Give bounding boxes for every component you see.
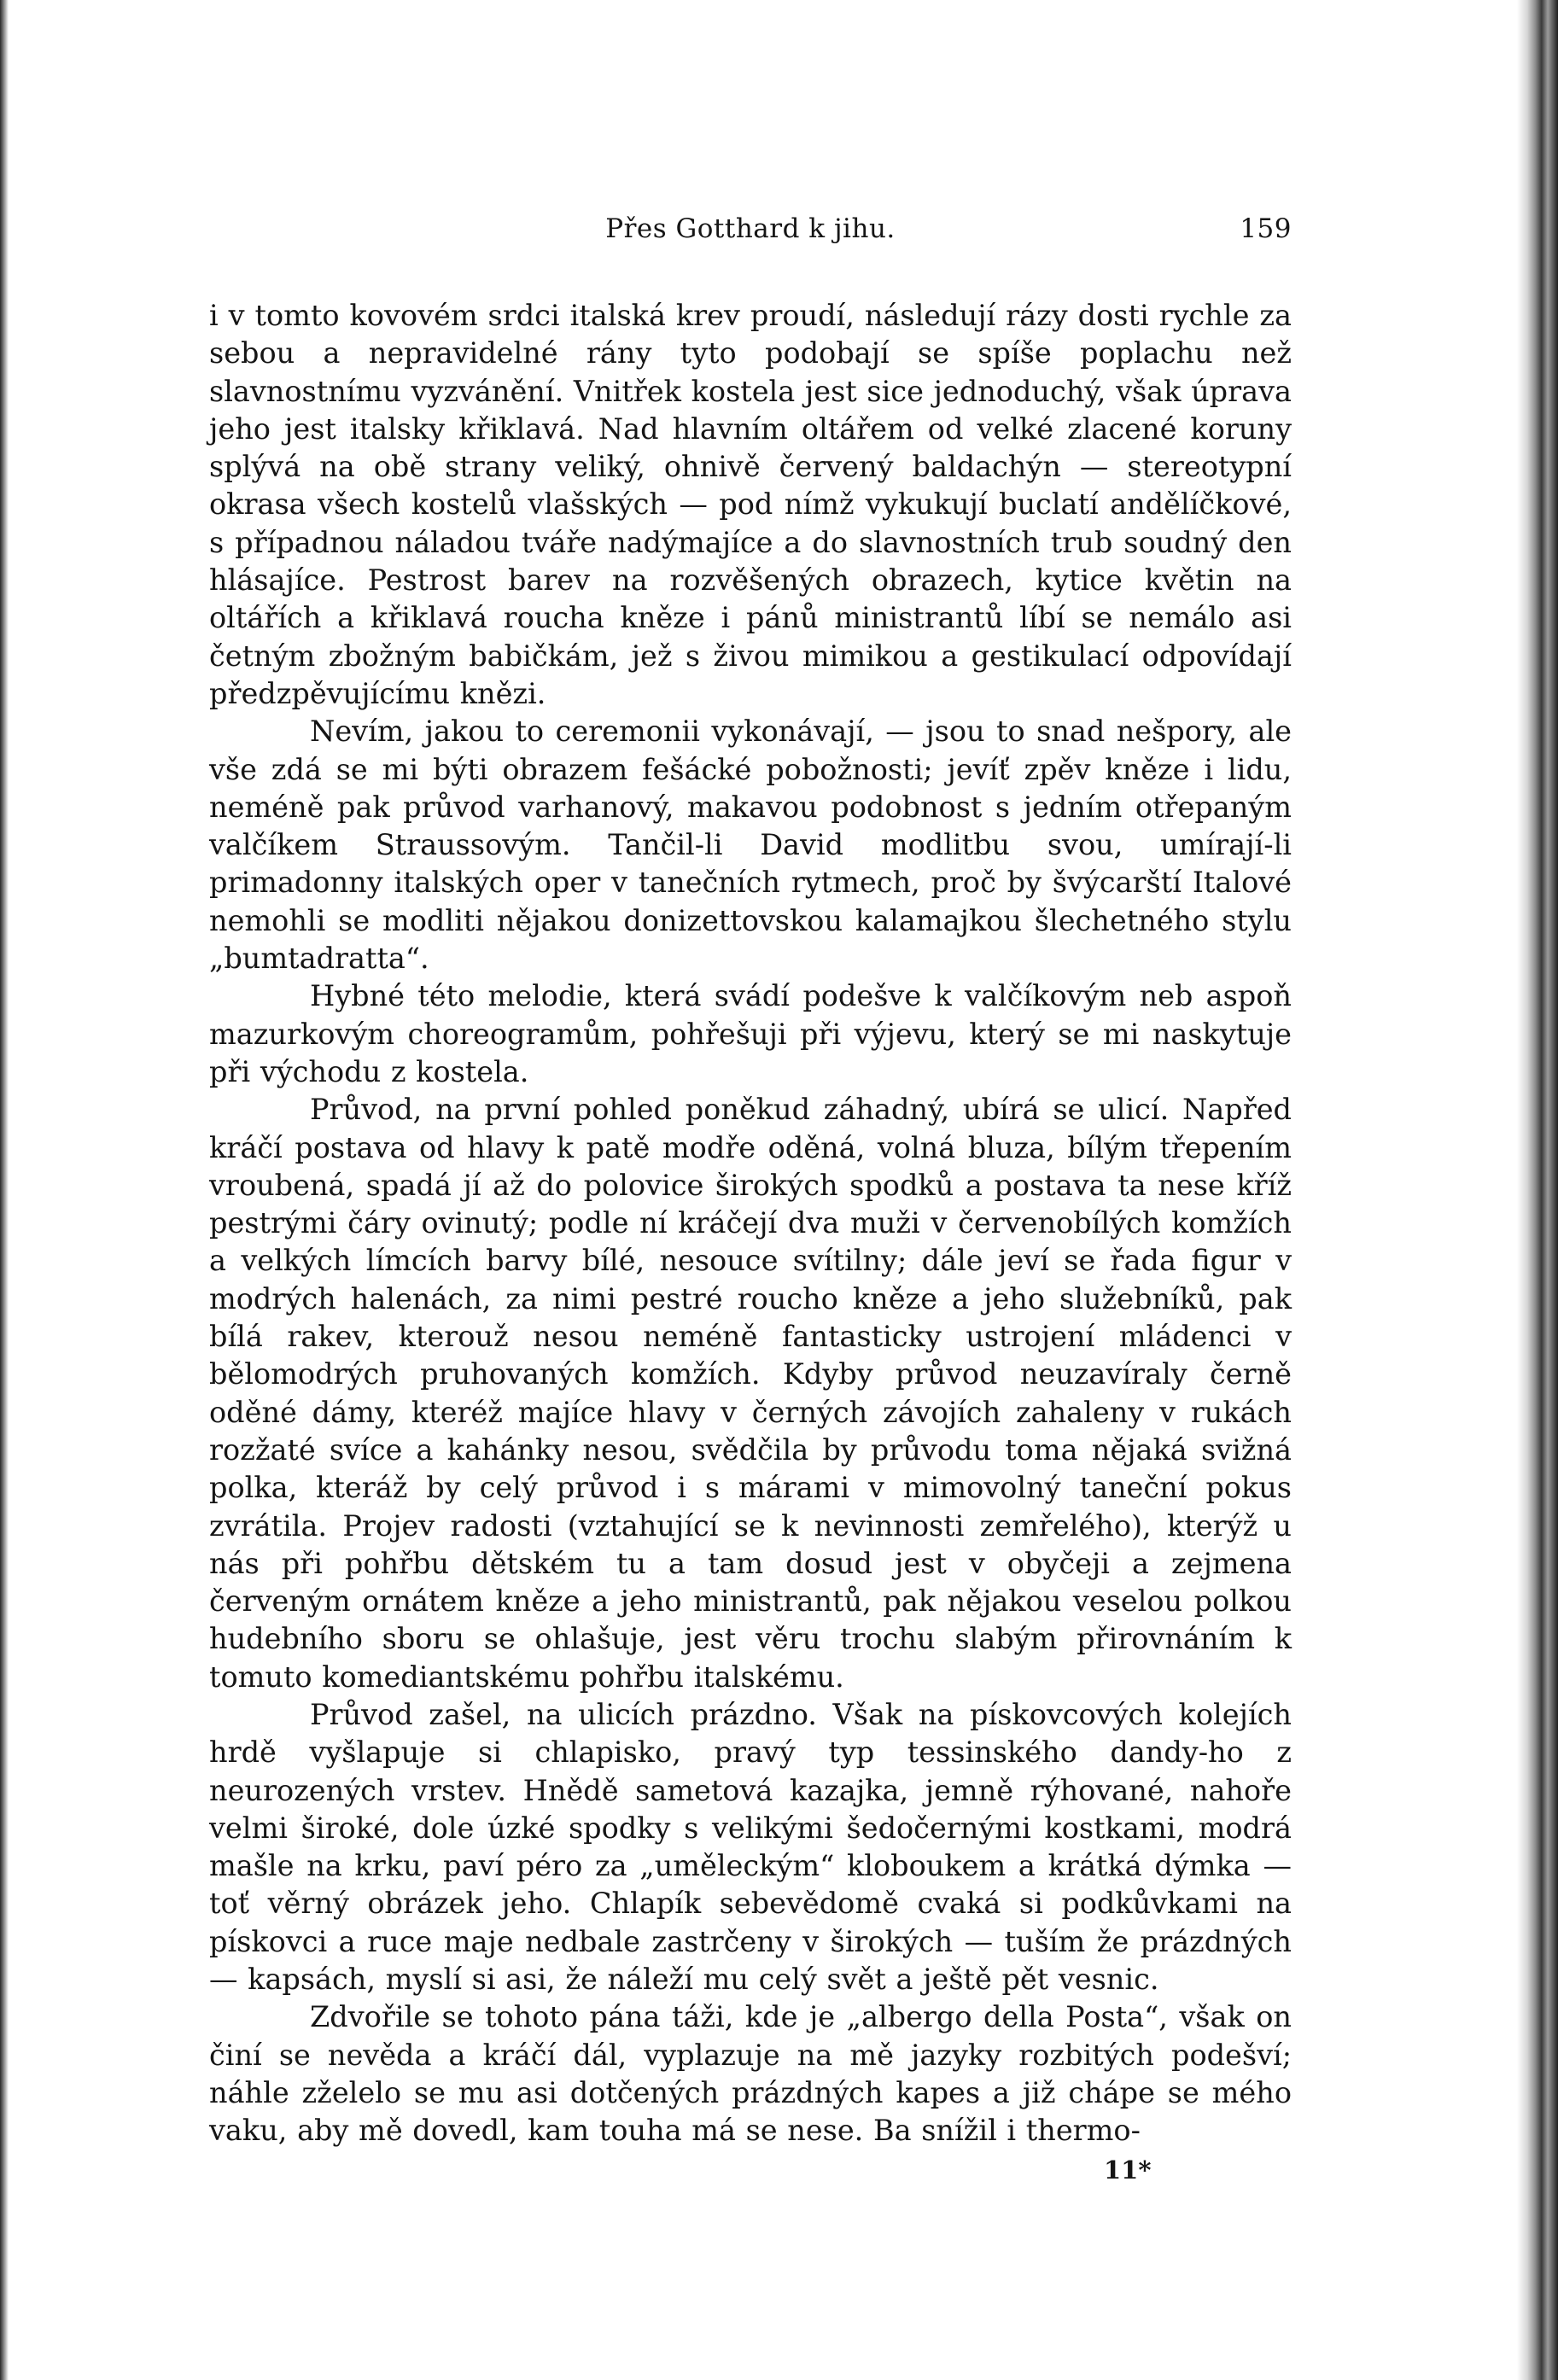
scan-edge-right: [1517, 0, 1558, 2380]
paragraph: i v tomto kovovém srdci italská krev proudí, následují rázy dosti rychle za sebou a nepravidelné rány tyto podobají se spíše poplachu než slavnostnímu vyzvánění. Vnitřek kostela jest sice jednoduchý, však úprava jeho jest italsky křiklavá. Nad hlavním oltářem od velké zlacené koruny splývá na obě strany veliký, ohnivě červený baldachýn — stereotypní okrasa všech kostelů vlašských — pod nímž vykukují buclatí andělíčkové, s případnou náladou tváře nadýmajíce a do slavnostních trub soudný den hlásajíce. Pestrost barev na rozvěšených obrazech, kytice květin na oltářích a křiklavá roucha kněze i pánů ministrantů líbí se nemálo asi četným zbožným babičkám, jež s živou mimikou a gestikulací odpovídají předzpěvujícímu knězi.: [209, 299, 1292, 710]
scan-edge-left: [0, 0, 9, 2380]
page-number: 159: [1240, 213, 1292, 244]
body-text: [209, 297, 1292, 2150]
paragraph: Nevím, jakou to ceremonii vykonávají, — jsou to snad nešpory, ale vše zdá se mi býti obrazem fešácké pobožnosti; jevíť zpěv kněze i lidu, neméně pak průvod varhanový, makavou podobnost s jedním otřepaným valčíkem Straussovým. Tančil-li David modlitbu svou, umírají-li primadonny italských oper v tanečních rytmech, proč by švýcarští Italové nemohli se modliti nějakou donizettovskou kalamajkou šlechetného stylu „bumtadratta“.: [209, 715, 1292, 976]
paragraph: Hybné této melodie, která svádí podešve k valčíkovým neb aspoň mazurkovým choreogramům, pohřešuji při výjevu, který se mi naskytuje při východu z kostela.: [209, 979, 1292, 1088]
paragraph: Průvod, na první pohled poněkud záhadný, ubírá se ulicí. Napřed kráčí postava od hlavy k patě modře oděná, volná bluza, bílým třepením vroubená, spadá jí až do polovice širokých spodků a postava ta nese kříž pestrými čáry ovinutý; podle ní kráčejí dva muži v červenobílých komžích a velkých límcích barvy bílé, nesouce svítilny; dále jeví se řada figur v modrých halenách, za nimi pestré roucho kněze a jeho služebníků, pak bílá rakev, kterouž nesou neméně fantasticky ustrojení mládenci v bělomodrých pruhovaných komžích. Kdyby průvod neuzavíraly černě oděné dámy, kteréž majíce hlavy v černých závojích zahaleny v rukách rozžaté svíce a kahánky nesou, svědčila by průvodu toma nějaká svižná polka, kteráž by celý průvod i s márami v mimovolný taneční pokus zvrátila. Projev radosti (vztahující se k nevinnosti zemřelého), kterýž u nás při pohřbu dětském tu a tam dosud jest v obyčeji a zejmena červeným ornátem kněze a jeho ministrantů, pak nějakou veselou polkou hudebního sboru se ohlašuje, jest věru trochu slabým přirovnáním k tomuto komediantskému pohřbu italskému.: [209, 1093, 1292, 1694]
book-page: [209, 213, 1292, 2185]
paragraph: Zdvořile se tohoto pána táži, kde je „albergo della Posta“, však on činí se nevěda a kráčí dál, vyplazuje na mě jazyky rozbitých podešví; náhle zželelo se mu asi dotčených prázdných kapes a již chápe se mého vaku, aby mě dovedl, kam touha má se nese. Ba snížil i thermo-: [209, 2000, 1292, 2148]
paragraph: Průvod zašel, na ulicích prázdno. Však na pískovcových kolejích hrdě vyšlapuje si chlapisko, pravý typ tessinského dandy-ho z neurozených vrstev. Hnědě sametová kazajka, jemně rýhované, nahoře velmi široké, dole úzké spodky s velikými šedočernými kostkami, modrá mašle na krku, paví péro za „uměleckým“ kloboukem a krátká dýmka — toť věrný obrázek jeho. Chlapík sebevědomě cvaká si podkůvkami na pískovci a ruce maje nedbale zastrčeny v širokých — tuším že prázdných — kapsách, myslí si asi, že náleží mu celý svět a ještě pět vesnic.: [209, 1697, 1292, 1997]
signature-mark: 11*: [1104, 2155, 1152, 2185]
running-head: [209, 213, 1292, 256]
running-title: Přes Gotthard k jihu.: [605, 213, 896, 244]
